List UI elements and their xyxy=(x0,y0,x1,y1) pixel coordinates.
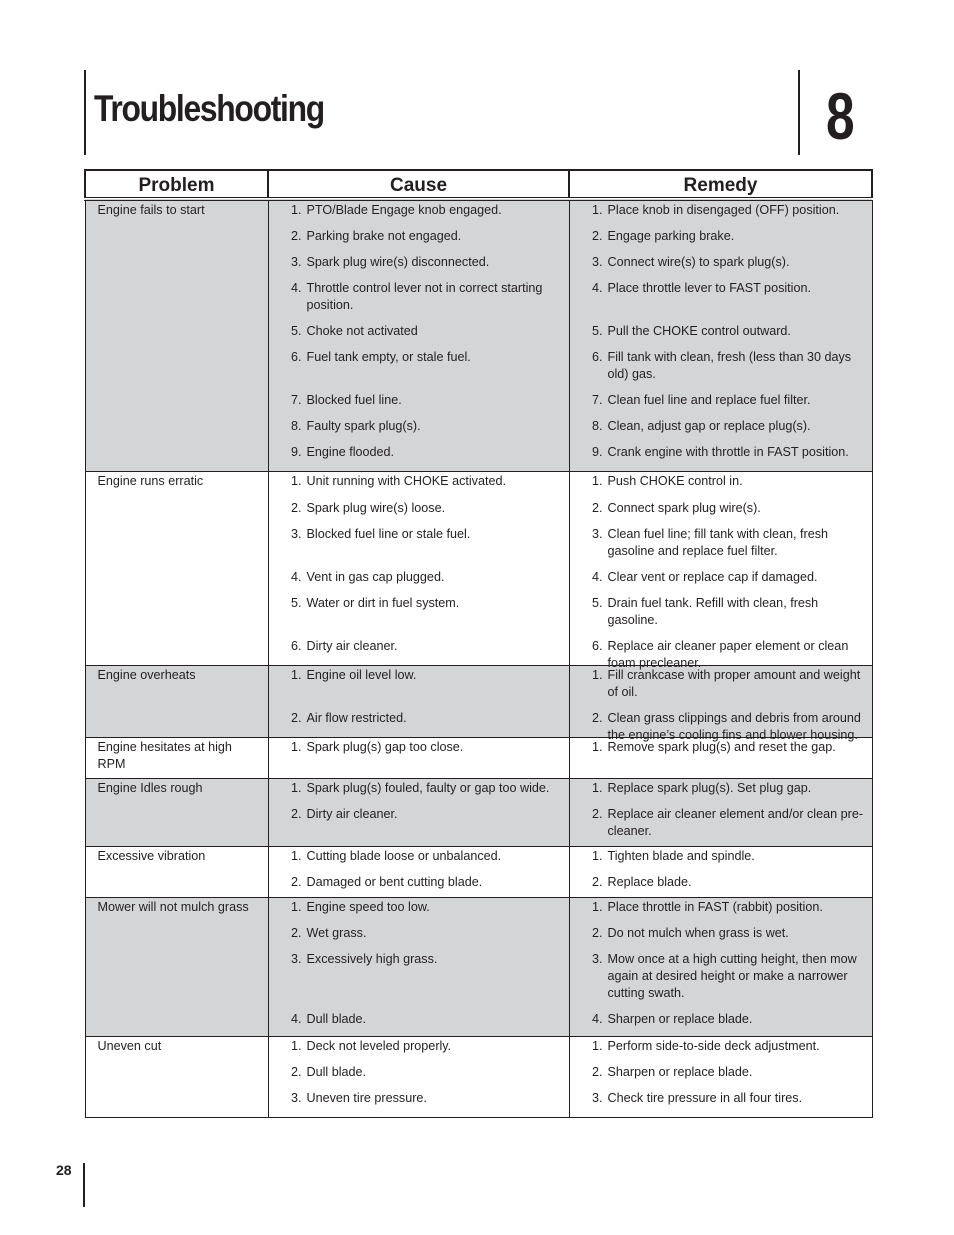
cause-text: Deck not leveled properly. xyxy=(306,1039,452,1053)
item-number: 1. xyxy=(591,900,603,914)
item-number: 2. xyxy=(290,229,302,243)
item-number: 6. xyxy=(591,350,603,364)
item-number: 4. xyxy=(290,570,302,584)
cause-item xyxy=(269,349,569,392)
cause-text: Dirty air cleaner. xyxy=(306,807,398,821)
cause-text: Dull blade. xyxy=(306,1012,367,1026)
item-number: 6. xyxy=(591,639,603,653)
item-number: 1. xyxy=(290,900,302,914)
remedy-item xyxy=(570,323,872,349)
item-number: 2. xyxy=(290,926,302,940)
item-number: 9. xyxy=(290,445,302,459)
cause-item xyxy=(269,1038,569,1064)
item-number: 2. xyxy=(591,1065,603,1079)
remedy-cell xyxy=(569,779,872,847)
cause-cell xyxy=(268,199,569,472)
table-row xyxy=(85,898,872,1037)
cause-cell xyxy=(268,472,569,666)
remedy-text: Tighten blade and spindle. xyxy=(607,849,755,863)
cause-item xyxy=(269,1090,569,1116)
table-row xyxy=(85,847,872,898)
cause-text: Cutting blade loose or unbalanced. xyxy=(306,849,502,863)
remedy-cell xyxy=(569,666,872,742)
table-body xyxy=(85,199,872,1118)
cause-item xyxy=(269,806,569,845)
cause-item xyxy=(269,1011,569,1035)
remedy-item xyxy=(570,526,872,569)
cause-text: Dirty air cleaner. xyxy=(306,639,398,653)
remedy-text: Crank engine with throttle in FAST position. xyxy=(607,445,849,459)
cause-item xyxy=(269,254,569,280)
remedy-text: Sharpen or replace blade. xyxy=(607,1065,753,1079)
item-number: 1. xyxy=(591,849,603,863)
footer-rule xyxy=(83,1163,85,1207)
remedy-text: Fill crankcase with proper amount and weight of oil. xyxy=(607,668,861,699)
problem-cell: Engine hesitates at high RPM xyxy=(85,738,268,779)
remedy-text: Place knob in disengaged (OFF) position. xyxy=(607,203,840,217)
item-number: 3. xyxy=(290,952,302,966)
remedy-text: Replace air cleaner element and/or clean pre-cleaner. xyxy=(607,807,864,838)
remedy-text: Drain fuel tank. Refill with clean, fresh gasoline. xyxy=(607,596,819,627)
item-number: 1. xyxy=(290,849,302,863)
remedy-item xyxy=(570,254,872,280)
item-number: 3. xyxy=(591,952,603,966)
item-number: 2. xyxy=(290,807,302,821)
cause-text: Excessively high grass. xyxy=(306,952,438,966)
cause-text: Faulty spark plug(s). xyxy=(306,419,421,433)
remedy-item xyxy=(570,1038,872,1064)
table-row xyxy=(85,472,872,666)
remedy-item xyxy=(570,473,872,500)
remedy-item xyxy=(570,418,872,444)
problem-cell: Uneven cut xyxy=(85,1037,268,1118)
cause-text: Vent in gas cap plugged. xyxy=(306,570,445,584)
remedy-cell xyxy=(569,738,872,779)
cause-item xyxy=(269,202,569,228)
problem-cell: Engine runs erratic xyxy=(85,472,268,666)
item-number: 5. xyxy=(290,324,302,338)
item-number: 2. xyxy=(591,501,603,515)
remedy-text: Remove spark plug(s) and reset the gap. xyxy=(607,740,836,754)
item-number: 1. xyxy=(591,781,603,795)
cause-text: Blocked fuel line. xyxy=(306,393,402,407)
cause-text: Engine speed too low. xyxy=(306,900,430,914)
remedy-cell xyxy=(569,199,872,472)
column-header-problem: Problem xyxy=(85,170,268,199)
item-number: 8. xyxy=(290,419,302,433)
page-number: 28 xyxy=(56,1162,72,1178)
remedy-text: Clean fuel line and replace fuel filter. xyxy=(607,393,811,407)
remedy-item xyxy=(570,638,872,670)
column-header-cause: Cause xyxy=(268,170,569,199)
cause-text: Unit running with CHOKE activated. xyxy=(306,474,506,488)
item-number: 1. xyxy=(591,668,603,682)
remedy-item xyxy=(570,1090,872,1116)
item-number: 4. xyxy=(290,1012,302,1026)
problem-cell: Excessive vibration xyxy=(85,847,268,898)
table-row xyxy=(85,199,872,472)
item-number: 3. xyxy=(290,527,302,541)
remedy-item xyxy=(570,392,872,418)
cause-text: Damaged or bent cutting blade. xyxy=(306,875,483,889)
remedy-cell xyxy=(569,847,872,898)
cause-item xyxy=(269,500,569,526)
item-number: 2. xyxy=(290,875,302,889)
cause-text: Blocked fuel line or stale fuel. xyxy=(306,527,471,541)
cause-item xyxy=(269,569,569,595)
cause-text: Choke not activated xyxy=(306,324,418,338)
item-number: 4. xyxy=(591,1012,603,1026)
remedy-text: Check tire pressure in all four tires. xyxy=(607,1091,803,1105)
remedy-text: Fill tank with clean, fresh (less than 30 days old) gas. xyxy=(607,350,852,381)
remedy-text: Do not mulch when grass is wet. xyxy=(607,926,789,940)
cause-cell xyxy=(268,898,569,1037)
remedy-text: Clean grass clippings and debris from around the engine’s cooling fins and blower housing. xyxy=(607,711,861,742)
cause-text: Spark plug(s) gap too close. xyxy=(306,740,464,754)
cause-item xyxy=(269,323,569,349)
item-number: 2. xyxy=(591,926,603,940)
remedy-cell xyxy=(569,472,872,670)
column-header-remedy: Remedy xyxy=(569,170,872,199)
problem-cell: Engine overheats xyxy=(85,666,268,738)
cause-item xyxy=(269,951,569,1011)
item-number: 3. xyxy=(591,1091,603,1105)
item-number: 5. xyxy=(591,596,603,610)
item-number: 2. xyxy=(591,875,603,889)
table-row xyxy=(85,666,872,738)
problem-cell: Mower will not mulch grass xyxy=(85,898,268,1037)
item-number: 7. xyxy=(591,393,603,407)
item-number: 2. xyxy=(591,807,603,821)
cause-item xyxy=(269,780,569,806)
remedy-text: Place throttle lever to FAST position. xyxy=(607,281,811,295)
item-number: 3. xyxy=(591,527,603,541)
remedy-text: Replace air cleaner paper element or clean foam precleaner. xyxy=(607,639,849,670)
chapter-rule xyxy=(798,70,800,155)
remedy-item xyxy=(570,951,872,1011)
cause-text: Throttle control lever not in correct starting position. xyxy=(306,281,543,312)
item-number: 3. xyxy=(290,255,302,269)
item-number: 5. xyxy=(591,324,603,338)
item-number: 4. xyxy=(591,281,603,295)
cause-cell xyxy=(268,1037,569,1118)
table-row xyxy=(85,779,872,847)
remedy-item xyxy=(570,500,872,526)
remedy-item xyxy=(570,710,872,742)
cause-text: Water or dirt in fuel system. xyxy=(306,596,460,610)
remedy-item xyxy=(570,202,872,228)
remedy-text: Sharpen or replace blade. xyxy=(607,1012,753,1026)
problem-cell: Engine fails to start xyxy=(85,199,268,472)
cause-text: Uneven tire pressure. xyxy=(306,1091,427,1105)
remedy-item xyxy=(570,595,872,638)
remedy-item xyxy=(570,667,872,710)
remedy-cell xyxy=(569,1037,872,1118)
remedy-text: Perform side-to-side deck adjustment. xyxy=(607,1039,820,1053)
remedy-item xyxy=(570,349,872,392)
remedy-text: Clear vent or replace cap if damaged. xyxy=(607,570,818,584)
item-number: 5. xyxy=(290,596,302,610)
cause-item xyxy=(269,874,569,896)
cause-item xyxy=(269,925,569,951)
item-number: 1. xyxy=(290,668,302,682)
table-row xyxy=(85,1037,872,1118)
item-number: 2. xyxy=(591,711,603,725)
table-row xyxy=(85,738,872,779)
item-number: 1. xyxy=(290,1039,302,1053)
cause-text: Engine flooded. xyxy=(306,445,395,459)
remedy-item xyxy=(570,569,872,595)
remedy-text: Place throttle in FAST (rabbit) position. xyxy=(607,900,823,914)
item-number: 1. xyxy=(290,740,302,754)
remedy-item xyxy=(570,444,872,470)
item-number: 4. xyxy=(290,281,302,295)
item-number: 6. xyxy=(290,350,302,364)
remedy-item xyxy=(570,874,872,896)
item-number: 2. xyxy=(591,229,603,243)
remedy-item xyxy=(570,848,872,874)
item-number: 1. xyxy=(290,474,302,488)
remedy-text: Engage parking brake. xyxy=(607,229,735,243)
cause-cell xyxy=(268,847,569,898)
item-number: 1. xyxy=(591,203,603,217)
remedy-text: Clean, adjust gap or replace plug(s). xyxy=(607,419,811,433)
remedy-text: Clean fuel line; fill tank with clean, fresh gasoline and replace fuel filter. xyxy=(607,527,829,558)
cause-item xyxy=(269,1064,569,1090)
remedy-text: Pull the CHOKE control outward. xyxy=(607,324,791,338)
cause-item xyxy=(269,280,569,323)
cause-item xyxy=(269,444,569,470)
cause-item xyxy=(269,710,569,736)
remedy-text: Mow once at a high cutting height, then mow again at desired height or make a narrower cutting swath. xyxy=(607,952,857,1000)
cause-cell xyxy=(268,666,569,738)
remedy-item xyxy=(570,806,872,845)
item-number: 4. xyxy=(591,570,603,584)
item-number: 2. xyxy=(290,711,302,725)
page-title: Troubleshooting xyxy=(94,88,324,129)
item-number: 7. xyxy=(290,393,302,407)
problem-cell: Engine Idles rough xyxy=(85,779,268,847)
cause-text: Wet grass. xyxy=(306,926,367,940)
remedy-text: Connect spark plug wire(s). xyxy=(607,501,761,515)
item-number: 6. xyxy=(290,639,302,653)
cause-text: Spark plug wire(s) disconnected. xyxy=(306,255,490,269)
remedy-cell xyxy=(569,898,872,1037)
cause-item xyxy=(269,739,569,777)
item-number: 3. xyxy=(290,1091,302,1105)
cause-item xyxy=(269,392,569,418)
item-number: 9. xyxy=(591,445,603,459)
troubleshooting-table xyxy=(84,169,873,1118)
remedy-item xyxy=(570,1011,872,1035)
item-number: 1. xyxy=(591,474,603,488)
table-header-row xyxy=(85,170,872,199)
remedy-text: Connect wire(s) to spark plug(s). xyxy=(607,255,790,269)
cause-cell xyxy=(268,738,569,779)
cause-text: Engine oil level low. xyxy=(306,668,417,682)
remedy-item xyxy=(570,1064,872,1090)
remedy-item xyxy=(570,925,872,951)
cause-text: Air flow restricted. xyxy=(306,711,407,725)
item-number: 1. xyxy=(290,781,302,795)
item-number: 1. xyxy=(290,203,302,217)
cause-item xyxy=(269,418,569,444)
cause-text: Spark plug wire(s) loose. xyxy=(306,501,446,515)
remedy-text: Push CHOKE control in. xyxy=(607,474,743,488)
cause-cell xyxy=(268,779,569,847)
remedy-text: Replace blade. xyxy=(607,875,692,889)
title-rule xyxy=(84,70,86,155)
item-number: 1. xyxy=(591,740,603,754)
remedy-item xyxy=(570,780,872,806)
cause-item xyxy=(269,228,569,254)
item-number: 8. xyxy=(591,419,603,433)
item-number: 1. xyxy=(591,1039,603,1053)
item-number: 2. xyxy=(290,501,302,515)
cause-item xyxy=(269,899,569,925)
cause-item xyxy=(269,473,569,500)
item-number: 2. xyxy=(290,1065,302,1079)
cause-item xyxy=(269,526,569,569)
cause-text: Fuel tank empty, or stale fuel. xyxy=(306,350,471,364)
cause-text: PTO/Blade Engage knob engaged. xyxy=(306,203,502,217)
cause-item xyxy=(269,667,569,710)
cause-item xyxy=(269,595,569,638)
cause-text: Parking brake not engaged. xyxy=(306,229,462,243)
cause-item xyxy=(269,848,569,874)
remedy-item xyxy=(570,739,872,777)
remedy-item xyxy=(570,280,872,323)
chapter-number: 8 xyxy=(826,79,855,153)
item-number: 3. xyxy=(591,255,603,269)
remedy-item xyxy=(570,899,872,925)
cause-text: Dull blade. xyxy=(306,1065,367,1079)
remedy-text: Replace spark plug(s). Set plug gap. xyxy=(607,781,812,795)
cause-item xyxy=(269,638,569,664)
remedy-item xyxy=(570,228,872,254)
cause-text: Spark plug(s) fouled, faulty or gap too wide. xyxy=(306,781,550,795)
